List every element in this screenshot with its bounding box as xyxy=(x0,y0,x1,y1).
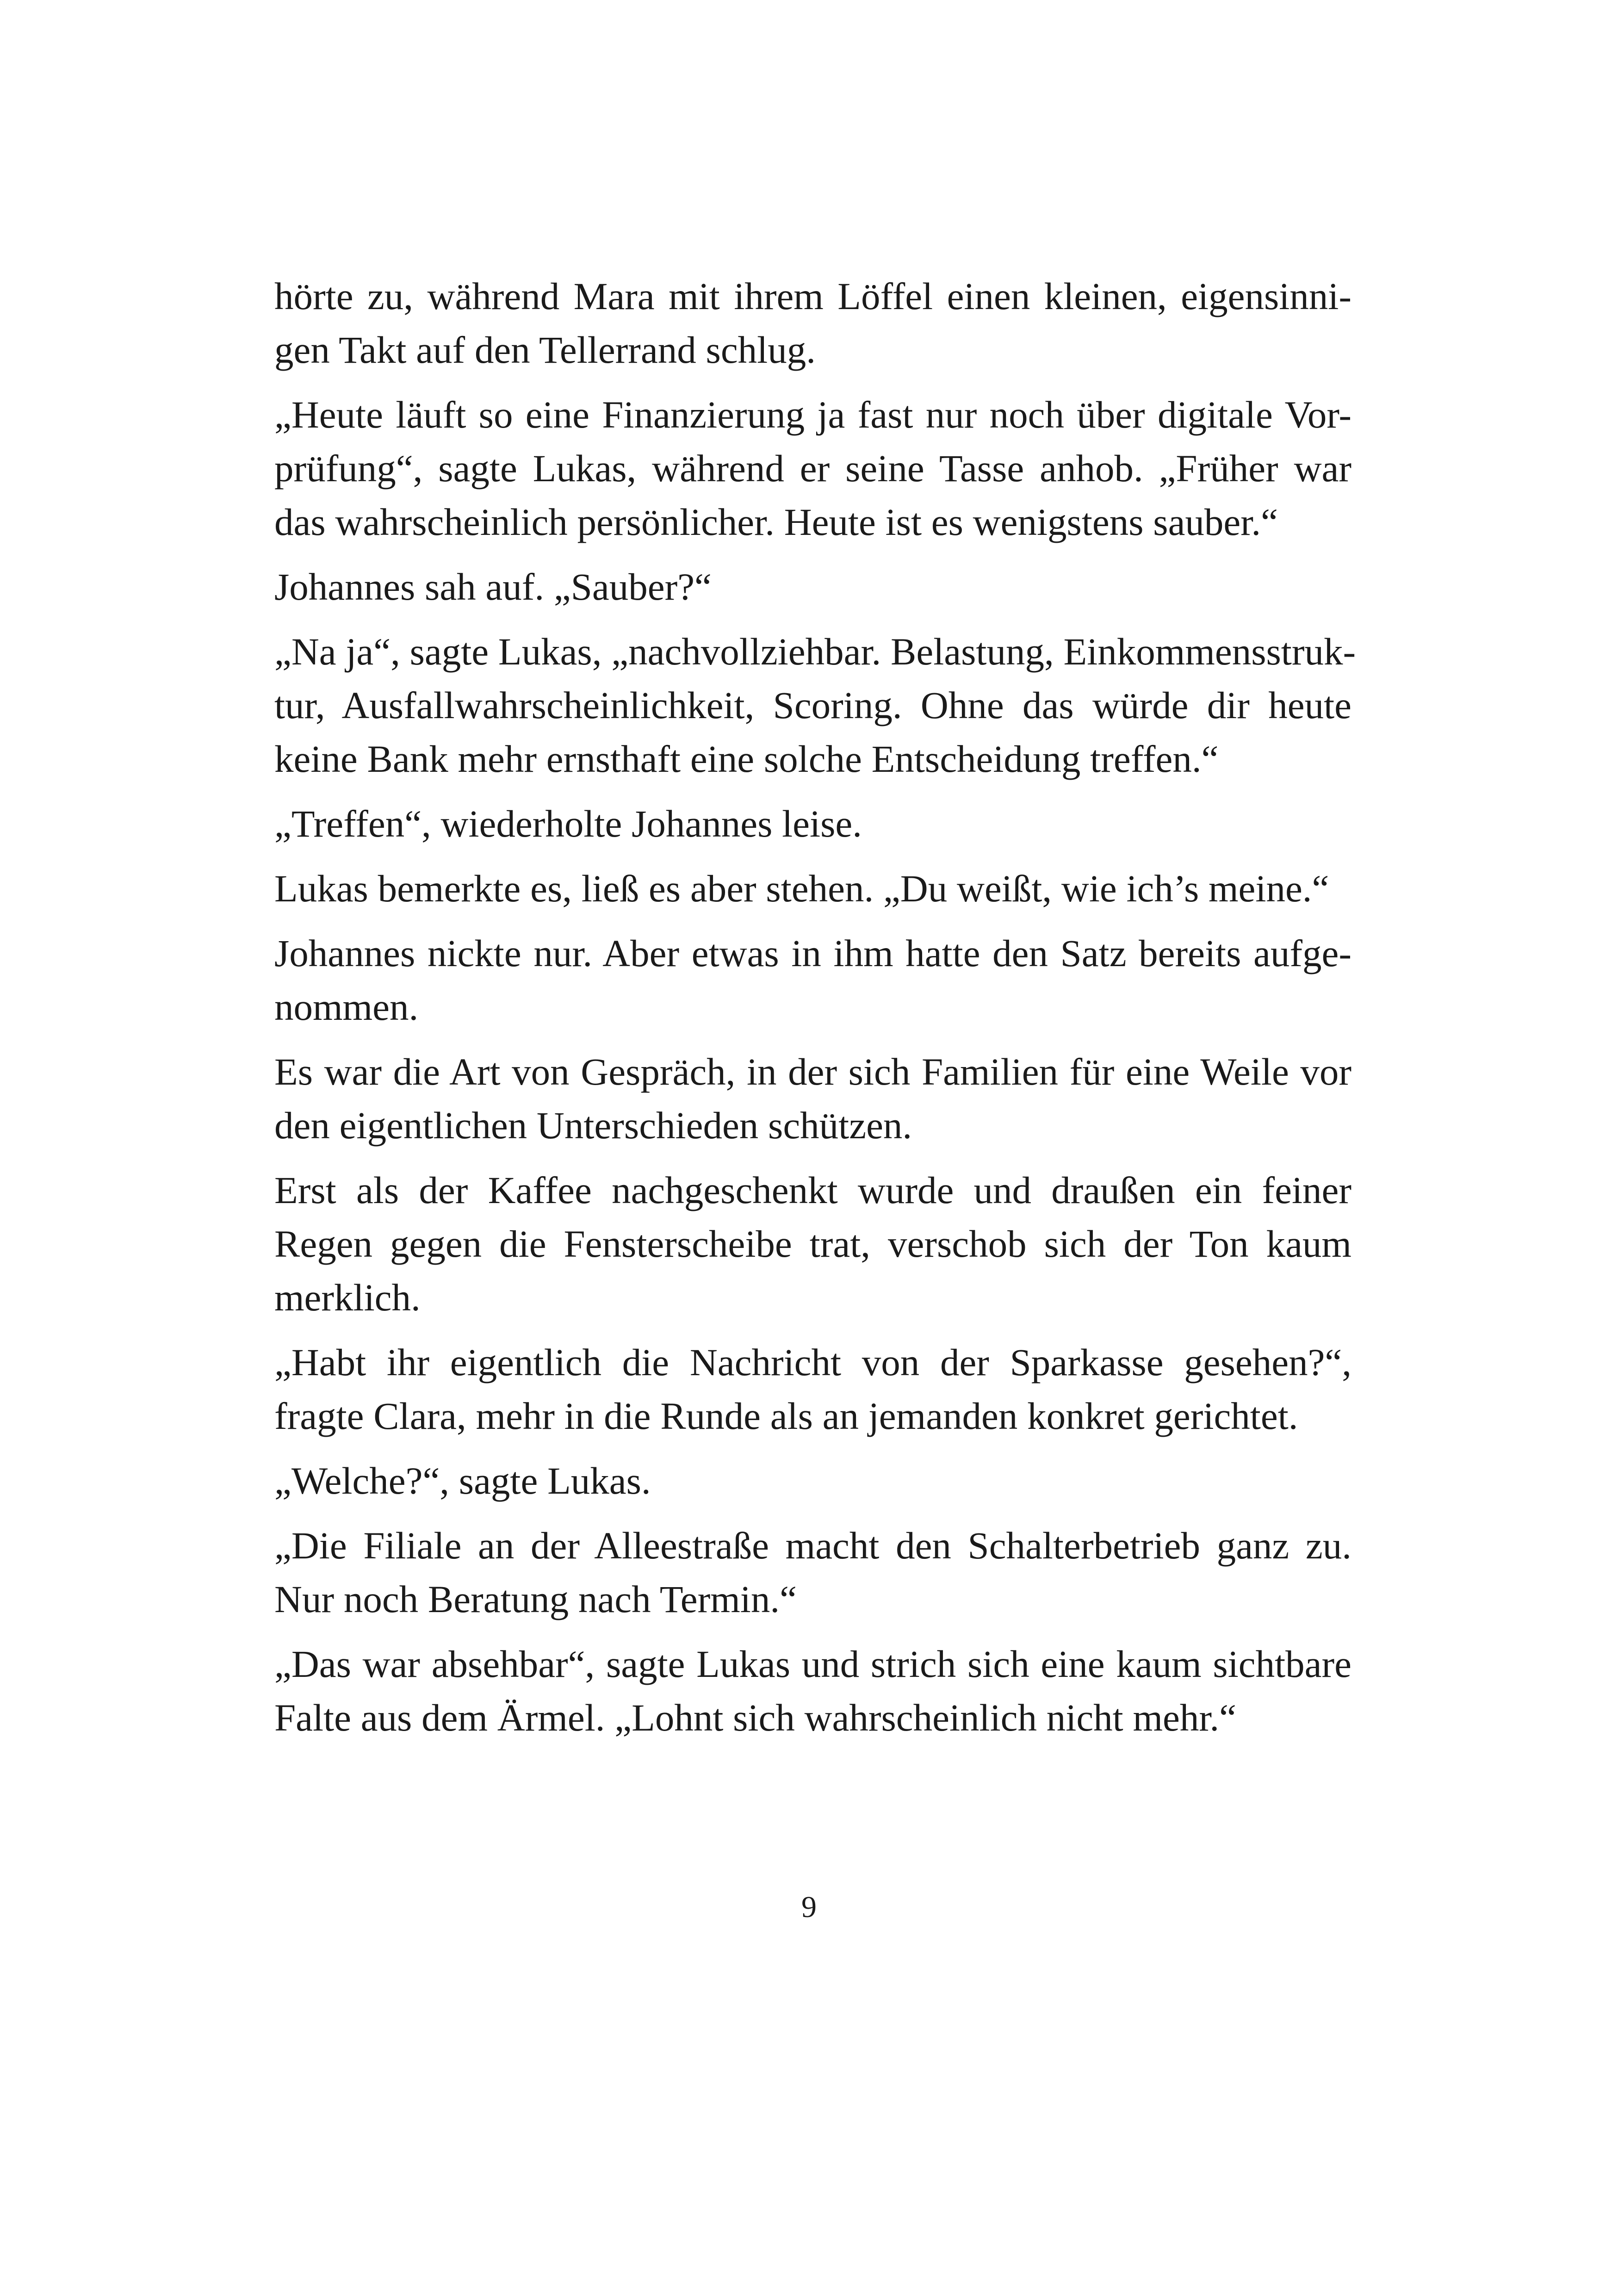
text-line: fragte Clara, mehr in die Runde als an jemanden konkret gerichtet. xyxy=(274,1395,1298,1437)
text-line: „Heute läuft so eine Finanzierung ja fast nur noch über digitale Vor- xyxy=(274,393,1351,436)
text-line: Johannes sah auf. „Sauber?“ xyxy=(274,565,712,608)
paragraph xyxy=(274,269,1351,377)
paragraph xyxy=(274,625,1356,786)
paragraph xyxy=(274,1163,1351,1324)
text-line: Es war die Art von Gespräch, in der sich Familien für eine Weile vor xyxy=(274,1050,1351,1093)
text-line: Regen gegen die Fensterscheibe trat, verschob sich der Ton kaum xyxy=(274,1222,1351,1265)
text-line: tur, Ausfallwahrscheinlichkeit, Scoring. Ohne das würde dir heute xyxy=(274,684,1351,726)
page-number: 9 xyxy=(801,1890,817,1924)
text-line: das wahrscheinlich persönlicher. Heute ist es wenigstens sauber.“ xyxy=(274,501,1278,543)
text-line: prüfung“, sagte Lukas, während er seine Tasse anhob. „Früher war xyxy=(274,447,1351,490)
text-line: den eigentlichen Unterschieden schützen. xyxy=(274,1104,912,1147)
text-line: keine Bank mehr ernsthaft eine solche Entscheidung treffen.“ xyxy=(274,738,1219,780)
paragraph xyxy=(274,1045,1351,1152)
text-line: „Das war absehbar“, sagte Lukas und strich sich eine kaum sichtbare xyxy=(274,1643,1351,1685)
paragraph xyxy=(274,560,1351,614)
text-line: merklich. xyxy=(274,1276,421,1319)
text-line: „Die Filiale an der Alleestraße macht den Schalterbetrieb ganz zu. xyxy=(274,1524,1351,1567)
paragraph xyxy=(274,1335,1351,1443)
paragraph xyxy=(274,862,1351,915)
text-line: Falte aus dem Ärmel. „Lohnt sich wahrscheinlich nicht mehr.“ xyxy=(274,1696,1237,1739)
paragraph xyxy=(274,1519,1351,1626)
text-line: Johannes nickte nur. Aber etwas in ihm hatte den Satz bereits aufge- xyxy=(274,932,1351,974)
paragraph xyxy=(274,388,1351,549)
paragraph xyxy=(274,1454,1351,1508)
text-line: „Welche?“, sagte Lukas. xyxy=(274,1459,651,1502)
body-text xyxy=(274,269,1356,1756)
paragraph xyxy=(274,1637,1351,1744)
text-line: „Habt ihr eigentlich die Nachricht von der Sparkasse gesehen?“, xyxy=(274,1341,1351,1384)
paragraph xyxy=(274,926,1351,1034)
text-line: „Na ja“, sagte Lukas, „nachvollziehbar. Belastung, Einkommensstruk- xyxy=(274,630,1356,673)
text-line: Nur noch Beratung nach Termin.“ xyxy=(274,1578,797,1620)
text-line: gen Takt auf den Tellerrand schlug. xyxy=(274,329,816,371)
paragraph xyxy=(274,797,1351,850)
text-line: Erst als der Kaffee nachgeschenkt wurde und draußen ein feiner xyxy=(274,1169,1351,1211)
text-line: „Treffen“, wiederholte Johannes leise. xyxy=(274,802,862,845)
text-line: nommen. xyxy=(274,986,419,1028)
text-line: Lukas bemerkte es, ließ es aber stehen. „Du weißt, wie ich’s meine.“ xyxy=(274,867,1329,910)
text-line: hörte zu, während Mara mit ihrem Löffel einen kleinen, eigensinni- xyxy=(274,275,1351,317)
